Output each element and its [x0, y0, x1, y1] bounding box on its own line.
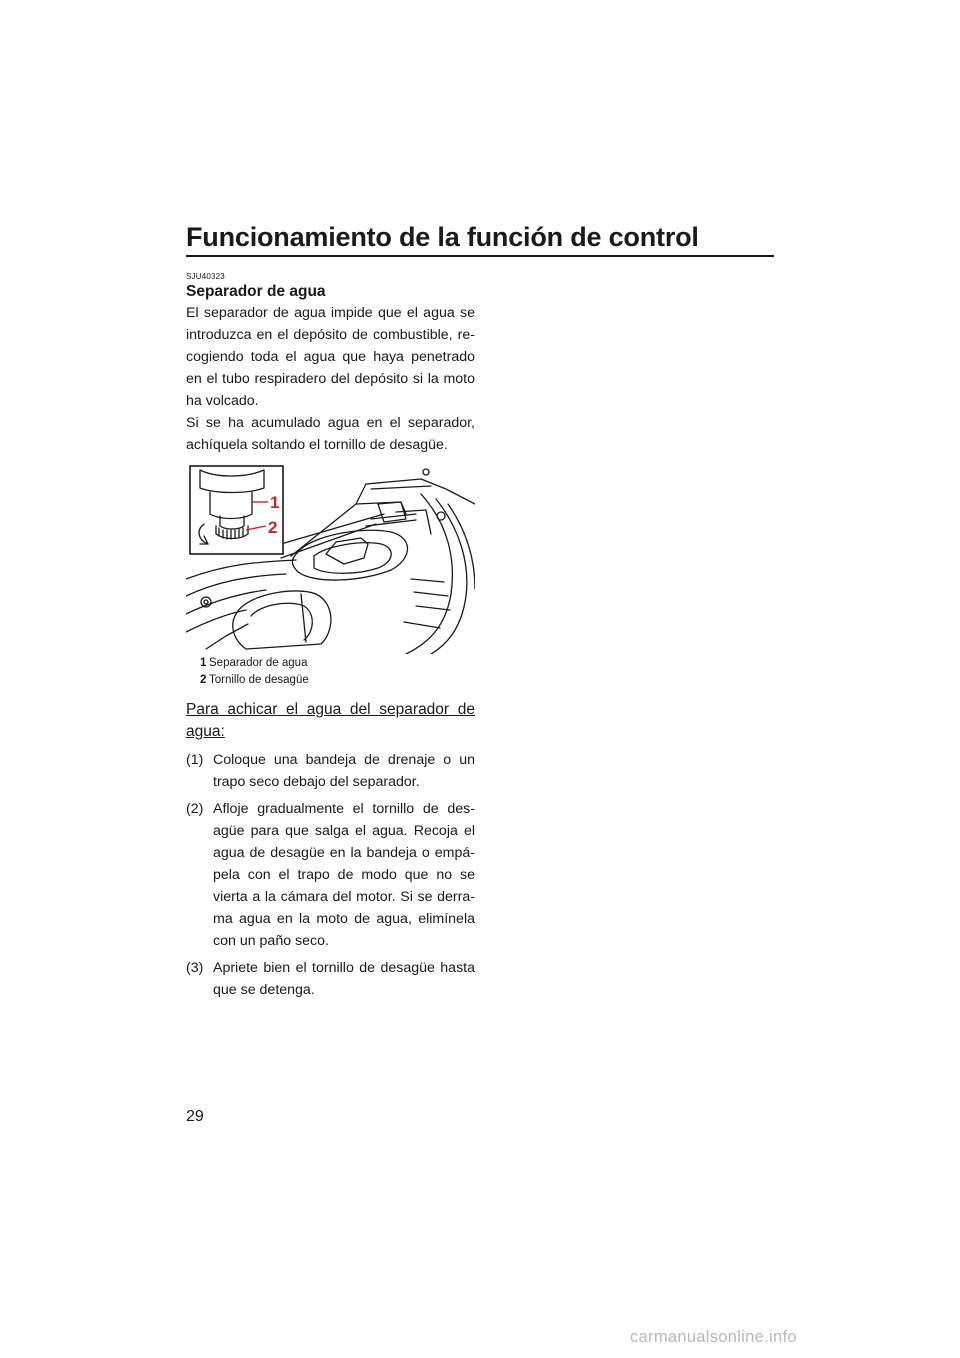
step-text: Afloje gradualmente el tornillo de des-agüe para que salga el agua. Recoja el agua de desagüe en la bandeja o empá-pela con el trapo de modo que no se vierta a la cámara del motor. Si se derra-ma agua en la moto de agua, elimínela con un paño seco.: [213, 801, 475, 949]
caption-number: 1: [200, 657, 207, 669]
page-number: 29: [186, 1108, 204, 1125]
procedure-step: [186, 749, 475, 793]
callout-2: 2: [268, 518, 278, 537]
step-text: Coloque una bandeja de drenaje o un trapo seco debajo del separador.: [213, 752, 475, 790]
procedure-step: [186, 957, 475, 1001]
caption-row: [200, 655, 475, 672]
section-paragraph-2: Si se ha acumulado agua en el separador, achíquela soltando el tornillo de desagüe.: [186, 415, 475, 453]
caption-number: 2: [200, 674, 207, 686]
step-number: (2): [186, 801, 204, 817]
caption-text: Tornillo de desagüe: [209, 674, 309, 686]
water-separator-illustration: [186, 464, 475, 654]
watermark: carmanualsonline.info: [630, 1328, 797, 1346]
section-title: Separador de agua: [186, 283, 326, 300]
procedure-step: [186, 798, 475, 952]
page-title: Funcionamiento de la función de control: [186, 222, 699, 252]
step-number: (3): [186, 960, 204, 976]
section-code: SJU40323: [186, 272, 225, 281]
section-paragraph-1: El separador de agua impide que el agua se introduzca en el depósito de combustible, re-cogiendo toda el agua que haya penetrado en el tubo respiradero del depósito si la moto ha volcado.: [186, 305, 475, 409]
caption-row: [200, 672, 475, 689]
procedure-steps: [186, 749, 475, 1001]
caption-text: Separador de agua: [209, 657, 308, 669]
water-separator-figure: [186, 464, 475, 654]
procedure-title: Para achicar el agua del separador de agua:: [186, 701, 475, 740]
figure-captions: [186, 655, 475, 689]
content-column: [186, 272, 475, 1006]
step-text: Apriete bien el tornillo de desagüe hasta que se detenga.: [213, 960, 475, 998]
step-number: (1): [186, 752, 204, 768]
callout-1: 1: [270, 493, 280, 512]
title-rule: [186, 255, 774, 257]
